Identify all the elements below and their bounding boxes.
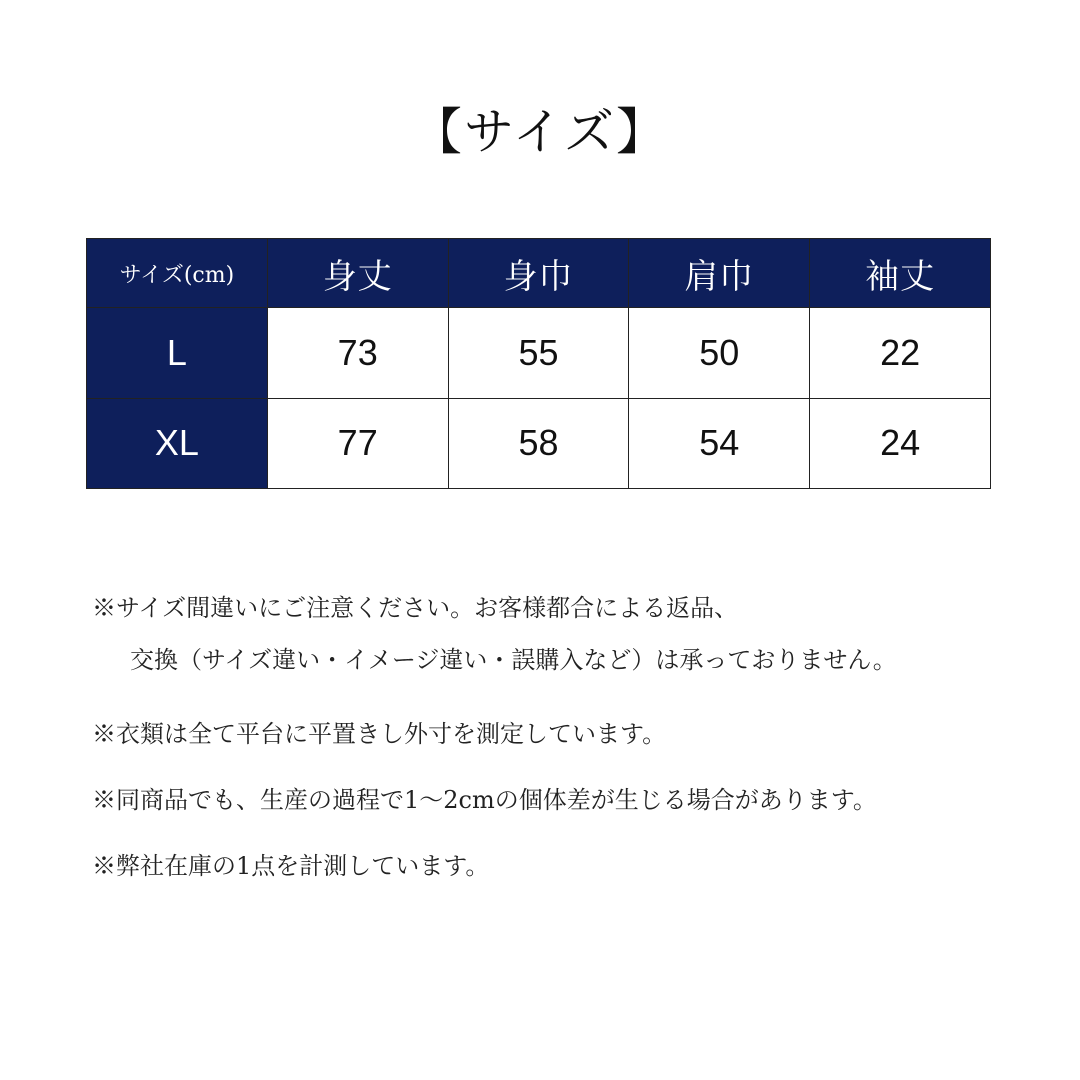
table-cell: 58 [448, 398, 629, 489]
table-cell: 77 [267, 398, 448, 489]
size-table [86, 238, 991, 489]
note-line: ※サイズ間違いにご注意ください。お客様都合による返品、 [92, 594, 739, 622]
table-cell: 73 [267, 308, 448, 399]
table-cell: 22 [810, 308, 991, 399]
size-label-cell: XL [87, 398, 268, 489]
table-header-cell: サイズ(cm) [87, 239, 268, 308]
note-line: 交換（サイズ違い・イメージ違い・誤購入など）は承っておりません。 [130, 646, 897, 674]
note-line: ※衣類は全て平台に平置きし外寸を測定しています。 [92, 720, 667, 748]
table-header-row [87, 239, 991, 308]
table-header-cell: 袖丈 [810, 239, 991, 308]
notes-section [92, 588, 1052, 886]
table-cell: 55 [448, 308, 629, 399]
table-cell: 24 [810, 398, 991, 489]
table-header-cell: 身丈 [267, 239, 448, 308]
table-row [87, 398, 991, 489]
table-cell: 54 [629, 398, 810, 489]
note-line: ※弊社在庫の1点を計測しています。 [92, 852, 490, 880]
table-header-cell: 身巾 [448, 239, 629, 308]
table-cell: 50 [629, 308, 810, 399]
table-row [87, 308, 991, 399]
size-label-cell: L [87, 308, 268, 399]
note-line: ※同商品でも、生産の過程で1～2cmの個体差が生じる場合があります。 [92, 786, 877, 814]
page-title: 【サイズ】 [412, 103, 668, 161]
table-header-cell: 肩巾 [629, 239, 810, 308]
